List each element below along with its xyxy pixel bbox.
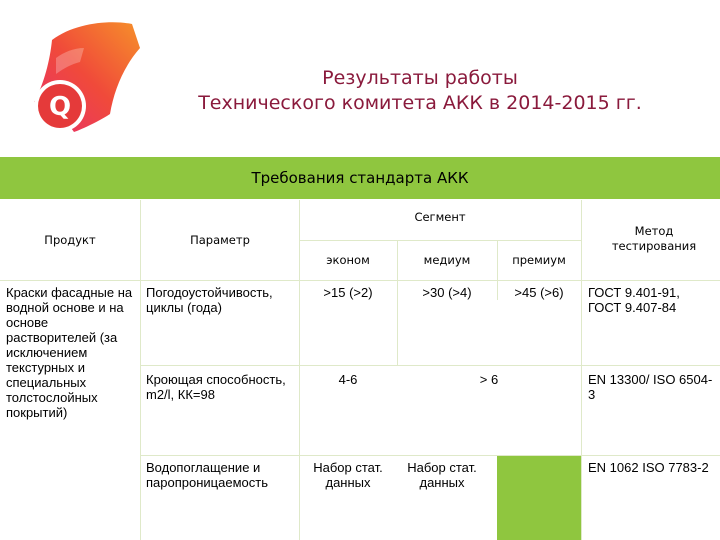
header-product: Продукт xyxy=(44,233,96,247)
header-method: Метод тестирования xyxy=(611,224,697,253)
header-econom: эконом xyxy=(326,253,370,267)
header-medium: медиум xyxy=(423,253,471,267)
header-parameter: Параметр xyxy=(190,233,250,247)
row-1-medium: >30 (>4) xyxy=(422,285,472,300)
row-2-econom: 4-6 xyxy=(338,372,358,387)
row-3-parameter: Водопоглащение и паропроницаемость xyxy=(146,460,268,490)
row-1-premium: >45 (>6) xyxy=(514,285,564,300)
column-divider xyxy=(581,200,582,540)
page-title-line-2: Технического комитета АКК в 2014-2015 гг. xyxy=(198,92,642,114)
row-2-medium-premium: > 6 xyxy=(479,372,499,387)
column-divider xyxy=(299,200,300,540)
row-divider xyxy=(299,240,581,241)
row-3-econom: Набор стат. данных xyxy=(313,460,383,490)
row-1-econom: >15 (>2) xyxy=(323,285,373,300)
row-1-method: ГОСТ 9.401-91, ГОСТ 9.407-84 xyxy=(588,285,680,315)
section-band-title: Требования стандарта АКК xyxy=(251,169,469,187)
page-title xyxy=(150,66,690,116)
section-band xyxy=(0,157,720,199)
row-1-parameter: Погодоустойчивость, циклы (года) xyxy=(146,285,273,315)
row-divider xyxy=(140,365,720,366)
logo-icon xyxy=(14,14,154,144)
row-divider xyxy=(140,455,720,456)
product-description: Краски фасадные на водной основе и на основе растворителей (за исключением текстурных и специальных толстослойных покрытий) xyxy=(6,285,133,420)
row-2-parameter: Кроющая способность, m2/l, КК=98 xyxy=(146,372,286,402)
row-2-method: EN 13300/ ISO 6504-3 xyxy=(588,372,713,402)
logo-letter: Q xyxy=(48,92,72,122)
header-premium: премиум xyxy=(512,253,566,267)
row-3-premium-highlight xyxy=(497,456,581,540)
header-segment: Сегмент xyxy=(414,210,466,224)
page-title-line-1: Результаты работы xyxy=(322,67,518,89)
row-divider xyxy=(0,280,720,281)
row-3-medium: Набор стат. данных xyxy=(407,460,477,490)
column-divider xyxy=(140,200,141,540)
row-3-method: EN 1062 ISO 7783-2 xyxy=(588,460,709,475)
